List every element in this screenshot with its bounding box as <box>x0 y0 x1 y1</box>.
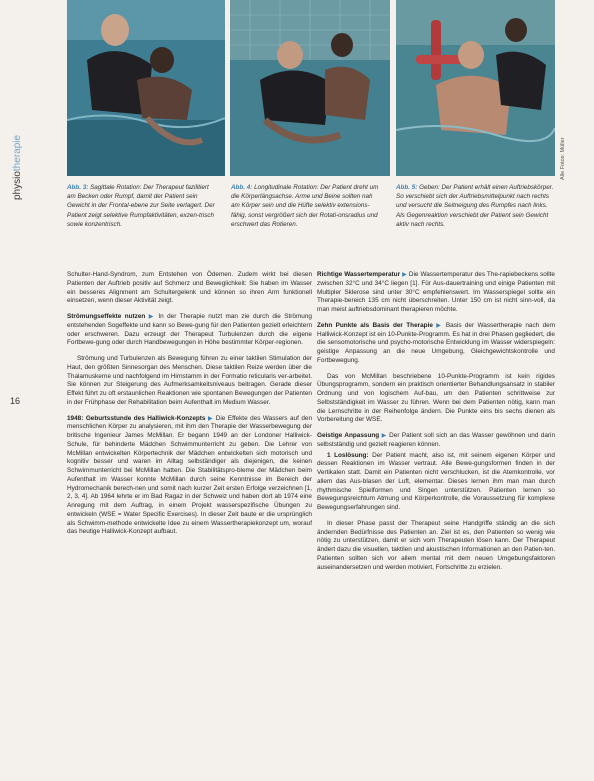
paragraph <box>67 271 312 306</box>
section-heading: Strömungseffekte nutzen <box>67 313 146 320</box>
brand-suffix: therapie <box>12 134 23 172</box>
paragraph <box>67 415 312 538</box>
photo-sagittal-rotation <box>67 0 225 176</box>
page-number: 16 <box>10 396 21 406</box>
article-column-right <box>317 271 555 579</box>
triangle-arrow-icon: ▶ <box>207 415 214 422</box>
section-heading: Richtige Wassertemperatur <box>317 271 401 278</box>
article-column-left <box>67 271 312 544</box>
triangle-arrow-icon: ▶ <box>148 314 155 320</box>
triangle-arrow-icon: ▶ <box>436 322 443 329</box>
caption-label: Abb. 3: <box>67 184 89 191</box>
paragraph <box>67 355 312 408</box>
paragraph <box>317 520 555 573</box>
brand-prefix: physio <box>12 171 23 200</box>
paragraph <box>317 271 555 315</box>
paragraph-text: Das von McMillan beschriebene 10-Punkte-Programm ist kein rigides Übungsprogramm, sondern ein praktisch orientierter Behandlungsansatz in stabiler Ordnung und von logischem Auf-bau, um den Patienten schrittweise zur Selbstständigkeit im Wasser zu führen. Wenn bei dem Patienten nötig, kann man die Lernschritte in der Reihenfolge ändern. Die Punkte eins bis sechs dienen als Vorbereitung der WSE. <box>317 372 555 424</box>
caption-label: Abb. 5: <box>396 184 418 191</box>
paragraph-text: Der Patient macht, also ist, mit seinem eigenen Körper und dessen Reaktionen im Wasser vertraut. Alle Bewe-gungsformen finden in der Vertikalen statt. Damit ein Patienten nicht verschlucken, ist die Atemkontrolle, vor allem das Aus-blasen der Luft, elementar. Dieses lernen ihm man man durch rhythmische Spielformen und Singen unterstützen. Patienten lernen so Bewegungsreichtum Atmung und Körperkontrolle, die Voraussetzung für komplexe Bewegungserfahrungen sind. <box>317 451 555 511</box>
paragraph-text: Strömung und Turbulenzen als Bewegung führen zu einer taktilen Stimulation der Haut, den größten Sinnesorgan des Menschen. Diese taktilen Reize werden über die Thalamuskerne und nachfolgend im Hirnstamm in der Formatio reticularis ver-arbeitet. Sie können zur Steigerung des Aufmerksamkeitsniveaus beitragen. Gerade dieser Effekt führt zu oft erstaunlichen Reaktionen wie spontanen Bewegungen der Patienten in der Frühphase der Rehabilitation beim Aufenthalt im Medium Wasser. <box>67 355 312 406</box>
section-heading: 1948: Geburtsstunde des Halliwick-Konzepts <box>67 414 206 422</box>
section-heading: Zehn Punkte als Basis der Therapie <box>317 321 433 329</box>
caption-label: Abb. 4: <box>231 184 253 191</box>
paragraph <box>317 373 555 426</box>
paragraph-text: Schulter-Hand-Syndrom, zum Entstehen von Ödemen. Zudem wirkt bei diesen Patienten der Auftrieb positiv auf Schmerz und Beweglichkeit: Sie haben im Wasser ein besseres Alignment am Schultergelenk und können so ihren Arm funktionell einsetzen, wenn dieser Aktivität zeigt. <box>67 271 312 305</box>
sub-heading: Loslösung: <box>334 451 369 459</box>
magazine-brand <box>12 90 26 200</box>
paragraph <box>317 322 555 366</box>
paragraph <box>317 432 555 450</box>
paragraph-text: Die Effekte des Wassers auf den menschlichen Körper zu analysieren, mit ihm den Therapie der Wasserbewegung der britische Ingenieur James McMillan. Er begann 1949 an der Londoner Halliwick-Schule, für behinderte Mädchen Schwimmunterricht zu geben. Die Lehrer von McMillan entwickelten Körpertechnik der Mädchen entwickelten sich motorisch und kognitiv besser und waren im Alltag selbständiger als diejenigen, die keinen Schwimmunterricht bei McMillan hatten. Die Stabilitätspro-bleme der Mädchen beim Aufenthalt im Wasser konnte McMillan durch seine Kenntnisse im Bereich der Hydromechanik berech-nen und somit nach kurzer Zeit ersten Erfolge verzeichnen [1, 2, 3, 4]. Ab 1964 lehrte er im Bad Ragaz in der Schweiz und haben dort ab 1974 eine Anregung mit dem Auftrag, in einem Projekt wasserspezifische Übungen zu entwickeln (WSE = Water Specific Exercises). In dieser Zeit baute er die ursprünglich als Schwimm-methode entwickelte Idee zu einem Wassertherapiekonzept um, worauf das heutige Halliwick-Konzept aufbaut. <box>67 414 312 536</box>
triangle-arrow-icon: ▶ <box>402 272 407 278</box>
caption-figure-5 <box>396 183 554 229</box>
paragraph-text: In dieser Phase passt der Therapeut seine Handgriffe ständig an die sich ändernden Bedürfnisse des Patienten an. Ziel ist es, den Patienten so wenig wie nötig zu unterstützen, damit er sich vom Therapeuten lösen kann. Der Therapeut ändert dazu die visuellen, taktilen und akustischen Informationen an den Patien-ten. Patienten sollten sich vor allem mental mit dem neuen Umgebungsfaktoren auseinandersetzen und werden motiviert, Fortschritte zu erzielen. <box>317 519 555 571</box>
photo-longitudinal-rotation <box>230 0 390 176</box>
paragraph <box>317 452 555 513</box>
photo-credit: Alle Fotos: Müller <box>560 137 566 180</box>
paragraph <box>67 313 312 348</box>
list-number: 1 <box>327 451 331 459</box>
caption-figure-3 <box>67 183 219 229</box>
section-heading: Geistige Anpassung <box>317 432 380 439</box>
caption-text: Geben: Der Patient erhält einen Auftriebskörper. So verschiebt sich der Auftriebsmittelpunkt nach rechts und versucht die Seitneigung des Rumpfes nach links. Als Gegenreaktion verschiebt der Patient sein Gewicht aktiv nach rechts. <box>396 184 554 228</box>
caption-text: Longitudinale Rotation: Der Patient dreht um die Körperlängsachse. Arme und Beine sollten nah am Körper sein und die Hüfte selektiv extensions-fähig, sonst vergrößert sich der Rotati-onsradius und erschwert das Rotieren. <box>231 184 379 228</box>
paragraph-text: Die Wassertemperatur des The-rapiebeckens sollte zwischen 32°C und 34°C liegen [1]. Für Aus-dauertraining und einige Patienten mit Multipler Sklerose sind unter 30°C empfehlenswert. Im Wasserspiegel sollte ein Therapie-bereich 135 cm nicht überschreiten. Unter 150 cm ist nicht sinn-voll, da man meist auftriebsdominant therapieren möchte. <box>317 271 555 313</box>
caption-text: Sagittale Rotation: Der Therapeut fazilitiert am Becken oder Rumpf, damit der Patient sein Gewicht in der Frontal-ebene zur Seite verlagert. Der Patient zeigt selektive Rumpfaktivitäten, exzen-trisch sowie konzentrisch. <box>67 184 215 228</box>
paragraph-text: Basis der Wassertherapie nach dem Halliwick-Konzept ist ein 10-Punkte-Programm. Es hat in drei Phasen gegliedert, die die sensomotorische und psycho-motorische Entwicklung im Wasser widerspiegeln: geistige Anpassung an die neue Umgebung, Gleichgewichtskontrolle und Fortbewegung. <box>317 321 556 364</box>
photo-buoyancy-aid <box>396 0 555 176</box>
paragraph-text: Der Patient soll sich an das Wasser gewöhnen und darin selbstständig und gezielt reagieren können. <box>317 432 555 448</box>
triangle-arrow-icon: ▶ <box>381 433 387 439</box>
paragraph-text: In der Therapie nutzt man zie durch die Strömung entstehenden Sogeffekte und kann so Bewe-gung für den Patienten gezielt erleichtern oder erschweren. Dazu erzeugt der Therapeut Turbulenzen durch die eigene Fortbewe-gung oder durch Handbewegungen in Höhe bestimmter Körper-regionen. <box>67 313 312 347</box>
caption-figure-4 <box>231 183 383 229</box>
